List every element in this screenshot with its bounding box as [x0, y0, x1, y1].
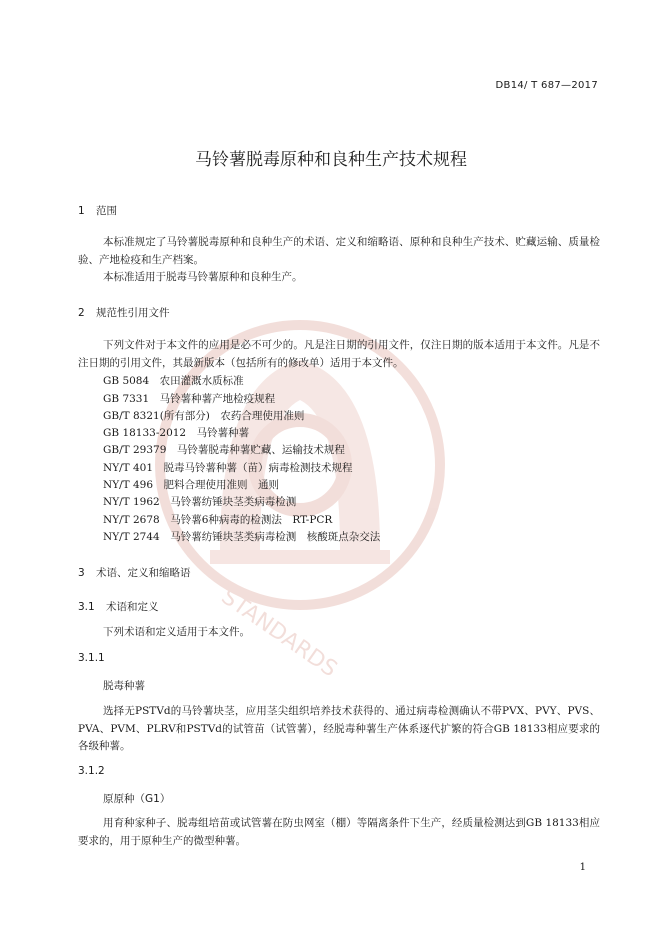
- reference-code: NY/T 2678: [103, 514, 160, 526]
- term-name: 原原种（G1）: [103, 793, 171, 805]
- paragraph: 选择无PSTVd的马铃薯块茎，应用茎尖组织培养技术获得的、通过病毒检测确认不带PVX、PVY、PVS、PVA、PVM、PLRV和PSTVd的试管苗（试管薯），经脱毒种薯生产体系逐代扩繁的符合GB 18133相应要求的各级种薯。: [78, 705, 600, 752]
- watermark-text: STANDARDS: [216, 584, 342, 683]
- reference-code: NY/T 401: [103, 462, 154, 474]
- reference-item: [103, 529, 380, 544]
- reference-name: 农田灌溉水质标准: [159, 375, 244, 387]
- paragraph: 下列术语和定义适用于本文件。: [103, 626, 250, 638]
- term-number: 3.1.1: [78, 652, 105, 664]
- section-title: 术语、定义和缩略语: [96, 567, 191, 579]
- reference-name: 马铃薯种薯: [196, 427, 250, 439]
- term-definition: [78, 703, 600, 756]
- term-name: 脱毒种薯: [103, 680, 145, 692]
- section-2-heading: [78, 305, 170, 320]
- reference-code: NY/T 496: [103, 479, 154, 491]
- reference-name: 马铃薯6种病毒的检测法 RT-PCR: [170, 514, 333, 526]
- reference-code: GB 7331: [103, 393, 150, 405]
- reference-name: 马铃薯纺锤块茎类病毒检测: [170, 496, 297, 508]
- term-number: 3.1.2: [78, 765, 105, 777]
- subsection-title: 术语和定义: [106, 601, 159, 613]
- reference-name: 脱毒马铃薯种薯（苗）病毒检测技术规程: [163, 462, 353, 474]
- page-title: 马铃薯脱毒原种和良种生产技术规程: [195, 150, 467, 170]
- section-title: 规范性引用文件: [96, 307, 170, 319]
- reference-item: [103, 494, 296, 509]
- section-2-intro: [78, 337, 600, 372]
- section-number: 3: [78, 567, 85, 579]
- reference-name: 马铃薯纺锤块茎类病毒检测 核酸斑点杂交法: [170, 531, 381, 543]
- reference-name: 马铃薯种薯产地检疫规程: [159, 393, 276, 405]
- reference-item: [103, 477, 279, 492]
- section-1-body: [78, 234, 600, 287]
- reference-item: [103, 425, 249, 440]
- reference-item: [103, 442, 345, 457]
- reference-item: [103, 460, 353, 475]
- paragraph: 本标准适用于脱毒马铃薯原种和良种生产。: [103, 271, 303, 283]
- paragraph: 用育种家种子、脱毒组培苗或试管薯在防虫网室（棚）等隔离条件下生产，经质量检测达到GB 18133相应要求的，用于原种生产的微型种薯。: [78, 817, 600, 847]
- reference-name: 肥料合理使用准则 通则: [163, 479, 280, 491]
- reference-name: 马铃薯脱毒种薯贮藏、运输技术规程: [176, 444, 345, 456]
- reference-code: NY/T 2744: [103, 531, 160, 543]
- section-number: 2: [78, 307, 85, 319]
- page-number: 1: [579, 862, 586, 873]
- standard-code: DB14/ T 687—2017: [495, 80, 598, 91]
- paragraph: 下列文件对于本文件的应用是必不可少的。凡是注日期的引用文件，仅注日期的版本适用于本文件。凡是不注日期的引用文件，其最新版本（包括所有的修改单）适用于本文件。: [78, 339, 600, 369]
- subsection-3-1-heading: [78, 599, 159, 614]
- reference-item: [103, 408, 304, 423]
- term-definition: [78, 815, 600, 850]
- reference-code: GB 18133-2012: [103, 427, 187, 439]
- section-number: 1: [78, 205, 85, 217]
- section-3-heading: [78, 565, 191, 580]
- reference-item: [103, 373, 244, 388]
- subsection-3-1-intro: [78, 624, 600, 642]
- reference-code: GB 5084: [103, 375, 150, 387]
- section-title: 范围: [96, 205, 117, 217]
- paragraph: 本标准规定了马铃薯脱毒原种和良种生产的术语、定义和缩略语、原种和良种生产技术、贮藏运输、质量检验、产地检疫和生产档案。: [78, 236, 600, 266]
- section-1-heading: [78, 203, 117, 218]
- subsection-number: 3.1: [78, 601, 95, 613]
- reference-code: NY/T 1962: [103, 496, 160, 508]
- reference-code: GB/T 8321(所有部分): [103, 410, 210, 422]
- reference-name: 农药合理使用准则: [220, 410, 305, 422]
- reference-item: [103, 391, 275, 406]
- reference-code: GB/T 29379: [103, 444, 167, 456]
- reference-item: [103, 512, 332, 527]
